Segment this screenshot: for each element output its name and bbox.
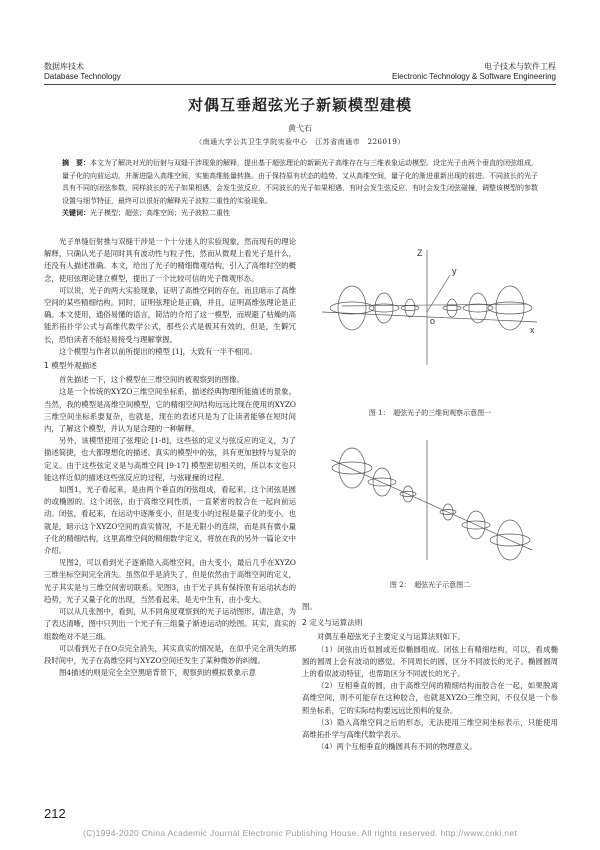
axis-label-y: y [452, 266, 457, 276]
paragraph: 可以看到光子在O点完全消失，其实真实的情况是，在似乎完全消失的那段时间中，光子在高维空间与XYZO空间还发生了某种微妙的纠缠。 [44, 643, 296, 665]
journal-section-header [44, 62, 121, 82]
paragraph: 对偶互垂超弦光子主要定义与运算法则如下。 [317, 632, 465, 642]
left-column [44, 236, 296, 679]
figure-1-diagram [312, 240, 552, 395]
abstract-text: 本文为了解决对光的衍射与双缝干涉现象的解释，提出基于超弦理论的新颖光子高维存在与三维表象运动模型。设定光子由两个垂直的闭弦组成，量子化的向前运动，并渐进隐入高维空间，实施高维能量转换。由于保持原有状态的趋势，又从高维空间，量子化的渐进重新出现的前进。不同波长的光子具有不同的闭弦参数，同样波长的光子如果相遇，会发生弦反应，不同波长的光子如果相遇，有时会发生弦反应、有时会发生闭弦碰撞，调整该模型的参数设置与细节特征，最终可以很好的解释光子波粒二重性的实验现象。 [62, 159, 538, 205]
paragraph: 可以说，光子的两大实验现象，证明了高维空间的存在，而且暗示了高维空间的某些精细结构。同时，证明弦理论是正确，并且，证明高维弦理论是正确。本文使用，通俗易懂的语言，简洁的介绍了这一模型，而规避了枯燥的高能形拓扑学公式与高维代数学公式，那些公式是极其有效的，但是，生僻冗长，恐怕读者不能轻易接受与理解掌握。 [44, 285, 296, 344]
author-affiliation: （南通大学公共卫生学院实验中心 江苏省南通市 226019） [195, 138, 405, 146]
paragraph: 可以从几张图中，看到，从不同角度观察到的光子运动图形。请注意，为了表达清晰，图中只列出一个光子有三组量子渐进运动的绘图。其实，真实的组数绝对不是三组。 [44, 607, 296, 641]
paragraph: 首先描述一下，这个模型在三维空间的被观察到的图像。 [59, 375, 244, 385]
paragraph: 见图2，可以看到光子逐渐隐入高维空间，由大变小，最后几乎在XYZO三维坐标空间完全消失。虽然似乎是消失了，但是依然由于高维空间的定义，光子其实是与三维空间密切联系。见图3，由于光子具有保持原有运动状态的趋势，光子又量子化的出现，当然看起来，是无中生有，由小变大。 [44, 558, 296, 604]
closed-string-vertical [469, 293, 487, 323]
section-heading: 2 定义与运算法则 [302, 618, 363, 628]
copyright-footer: (C)1994-2020 China Academic Journal Electronic Publishing House. All rights reserved. http://www.cnki.net [82, 828, 518, 838]
figure-2-diagram [312, 432, 552, 572]
section-name-en: Database Technology [44, 72, 121, 81]
paragraph: 这是一个传统的XYZO三维空间坐标系，描述经典物理所能描述的景象。当然，我的模型是高维空间模型，它的精细空间结构远远比现在使用的XYZO三维空间坐标系要复杂，也就是，现在的表述只是为了让读者能够在短时间内，了解这个模型，并认为是合理的一种解释。 [44, 387, 296, 434]
axis-label-o: o [430, 316, 436, 326]
paragraph: 另外，该模型使用了弦理论 [1-8]，这些弦的定义与弦反应的定义，为了描述简捷，也大都理想化的描述。真实的模型中的弦，具有更加独特与复杂的定义。由于这些弦定义是与高维空间 [9-17] 模型密切相关的，所以本文也只能这样近似的描述这些弦反应的过程，与弦碰撞的过程。 [44, 436, 296, 482]
closed-string-vertical [447, 299, 457, 317]
closed-string-horizontal [330, 302, 374, 314]
closed-string-horizontal [368, 478, 396, 486]
paragraph: 图。 [302, 602, 317, 611]
axis-label-z: Z [417, 248, 423, 258]
closed-string-vertical [338, 286, 366, 330]
closed-string-vertical [405, 299, 415, 317]
closed-string-horizontal [488, 302, 532, 314]
figure-2-caption: 图 2： 超弦光子示意图二 [389, 581, 471, 589]
closed-string-horizontal [443, 306, 461, 311]
closed-string-horizontal [401, 306, 419, 311]
page-number: 212 [44, 806, 66, 821]
right-column [302, 601, 558, 753]
keywords [62, 207, 538, 219]
closed-string-horizontal [463, 304, 493, 312]
figure-1-caption: 图 1： 超弦光子的三维间观察示意图一 [368, 409, 492, 417]
closed-string-vertical [339, 448, 365, 488]
paper-title: 对偶互垂超弦光子新颖模型建模 [187, 96, 412, 114]
closed-string-vertical [375, 293, 393, 323]
journal-name-header [392, 62, 556, 82]
paragraph: 如图1，光子看起来，是由两个垂直的闭弦组成，看起来，这个闭弦是圆的或椭圆的。这个闭弦，由于高维空间性质，一直紧密的胶合在一起向前运动。闭弦，看起来，在运动中逐渐变小，但是变小的过程是量子化的变小。也就是，暗示这个XYZO空间的真实情况，不是无限小的连续，而是具有微小量子化的精细结构，这里高维空间的精细数学定义，将放在我的另外一篇论文中介绍。 [44, 485, 296, 556]
author-name: 黄弋石 [288, 124, 312, 133]
abstract [62, 157, 538, 207]
list-item: （1）闭弦由近似圆或近似椭圆组成。闭弦上有精细结构，可以，看成椭圆的圆周上会有波动的感觉。不同周长的圆，区分不同波长的光子。椭圆圆周上的看似波动特征，也帮助区分不同波长的光子。 [302, 644, 558, 679]
section-name-cn: 数据库技术 [44, 62, 84, 71]
paragraph: 图4描述的则是完全全空黑暗背景下，观察到的模拟景象示意 [59, 668, 256, 678]
header-divider [44, 84, 556, 85]
closed-string-vertical [373, 468, 391, 496]
section-heading: 1 模型外观描述 [44, 361, 97, 371]
list-item: （2）互相垂直的圆，由于高维空间的精细结构而胶合在一起，如果脱离高维空间，则不可能存在这种胶合，也就是XYZO三维空间，不仅仅是一个参照坐标系，它的实际结构要远远比预料的复杂。 [302, 681, 558, 715]
paragraph: 这个模型与作者以前所提出的模型 [1]，大致有一半不相同。 [59, 346, 257, 356]
closed-string-vertical [496, 286, 524, 330]
closed-string-horizontal [332, 462, 372, 474]
paragraph: 光子单缝衍射推与双缝干涉是一个十分迷人的实验现象，然而现有的理论解释，只确认光子是同时具有波动性与粒子性，然而从微观上看光子是什么，还没有人描述准确。本文，给出了光子的精细微观结构，引入了高维时空的概念，使用弦理论建立模型，提出了一个比较可信的光子微观形态。 [44, 237, 296, 283]
keywords-label: 关键词： [62, 209, 90, 217]
journal-name-cn: 电子技术与软件工程 [484, 62, 556, 71]
list-item: （3）隐入高维空间之后的形态，无法使用三维空间坐标表示，只能使用高维拓扑学与高维代数学表示。 [302, 717, 558, 740]
keywords-text: 光子模型；超弦；高维空间；光子波粒二重性 [90, 209, 230, 217]
abstract-label: 摘 要： [62, 159, 90, 167]
list-item: （4）两个互相垂直的椭圆具有不同的物理意义。 [317, 742, 477, 752]
axis-label-x: x [530, 325, 535, 335]
y-axis [427, 275, 450, 312]
journal-name-en: Electronic Technology & Software Engineering [392, 72, 556, 81]
